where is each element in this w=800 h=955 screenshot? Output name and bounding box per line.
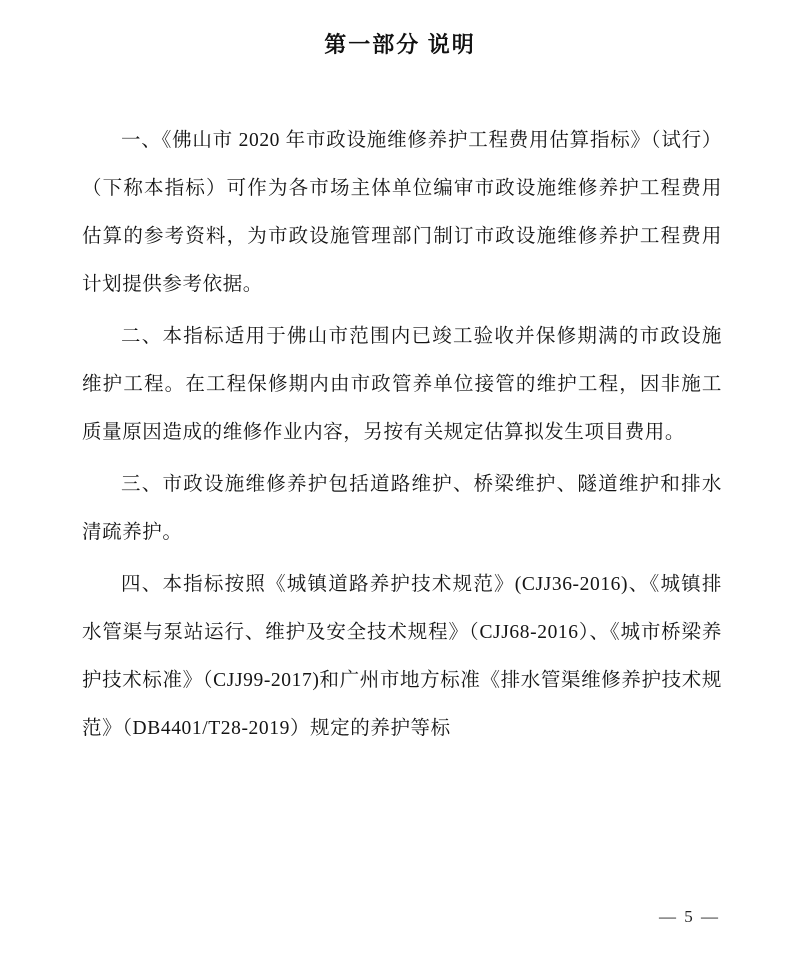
- paragraph-3: 三、市政设施维修养护包括道路维护、桥梁维护、隧道维护和排水清疏养护。: [82, 474, 722, 543]
- page-title: 第一部分 说明: [324, 32, 476, 57]
- document-page: [0, 28, 800, 955]
- page-number: — 5 —: [659, 907, 720, 926]
- paragraph-4: 四、本指标按照《城镇道路养护技术规范》(CJJ36-2016)、《城镇排水管渠与泵站运行、维护及安全技术规程》（CJJ68-2016）、《城市桥梁养护技术标准》（CJJ99-2017)和广州市地方标准《排水管渠维修养护技术规范》（DB4401/T28-2019）规定的养护等标: [82, 574, 722, 739]
- paragraph-1: 一、《佛山市 2020 年市政设施维修养护工程费用估算指标》（试行）（下称本指标）可作为各市场主体单位编审市政设施维修养护工程费用估算的参考资料，为市政设施管理部门制订市政设施维修养护工程费用计划提供参考依据。: [82, 130, 722, 295]
- document-body: [0, 117, 800, 753]
- paragraph-2: 二、本指标适用于佛山市范围内已竣工验收并保修期满的市政设施维护工程。在工程保修期内由市政管养单位接管的维护工程，因非施工质量原因造成的维修作业内容，另按有关规定估算拟发生项目费用。: [82, 326, 722, 443]
